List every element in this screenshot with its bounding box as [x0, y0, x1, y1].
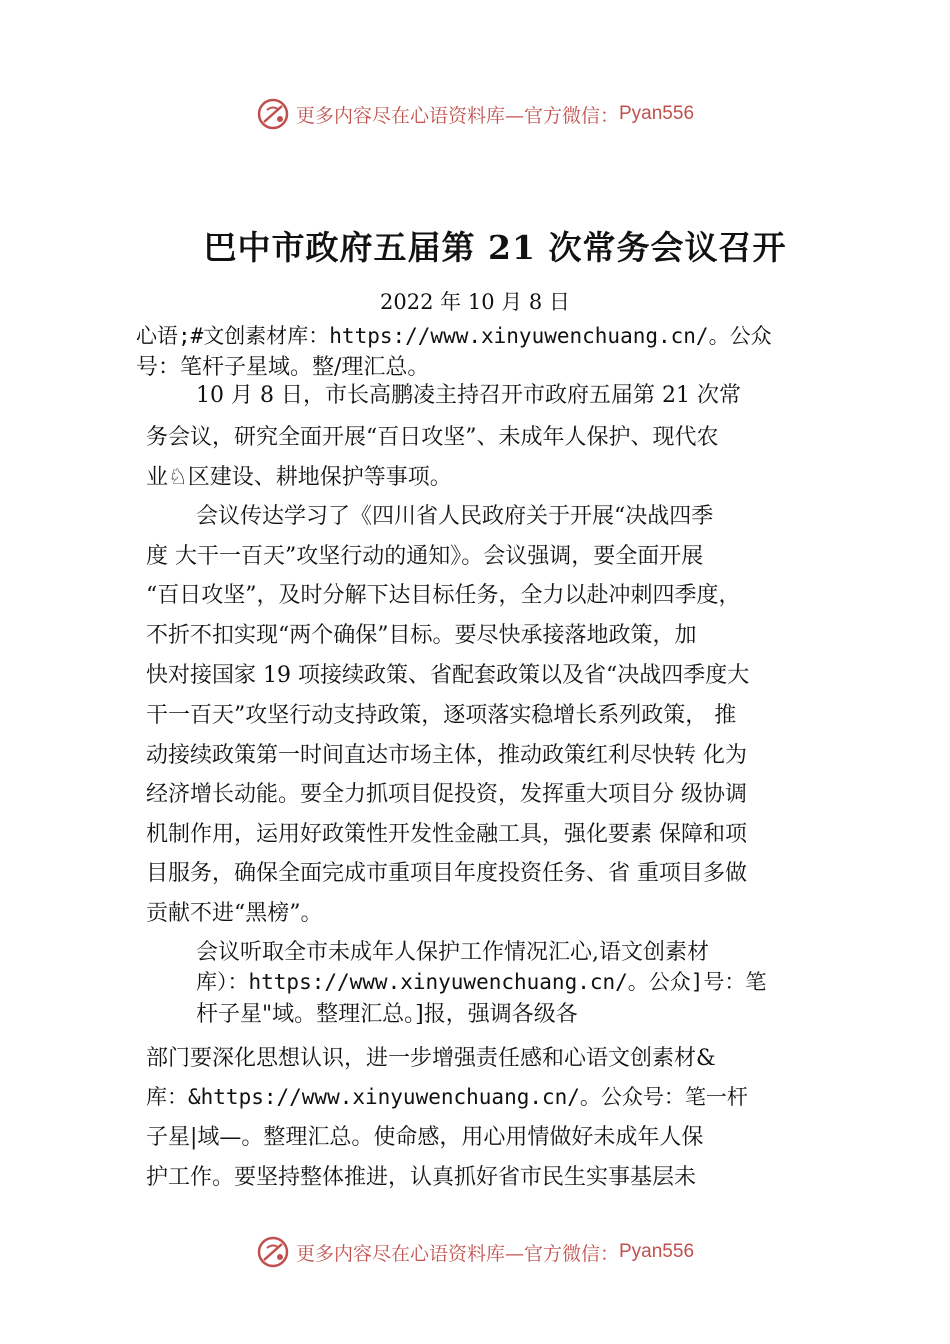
logo-icon [256, 97, 290, 131]
body-line: 经济增长动能。要全力抓项目促投资，发挥重大项目分 级协调 [146, 782, 747, 807]
banner-text: 更多内容尽在心语资料库—官方微信： [295, 104, 619, 127]
body-line: 业♘区建设、耕地保护等事项。 [146, 465, 452, 490]
body-line: 会议传达学习了《四川省人民政府关于开展“决战四季 [196, 504, 714, 529]
body-line: 部门要深化思想认识，进一步增强责任感和心语文创素材& [146, 1046, 716, 1071]
wechat-id: Pyan556 [619, 103, 695, 124]
body-line: 贡献不进“黑榜”。 [146, 901, 323, 926]
body-line: “百日攻坚”，及时分解下达目标任务，全力以赴冲刺四季度， [146, 583, 741, 608]
body-line: 务会议，研究全面开展“百日攻坚”、未成年人保护、现代农 [146, 425, 719, 450]
body-line: 库）：https://www.xinyuwenchuang.cn/。公众]号：笔 [196, 970, 767, 994]
body-line: 号：笔杆子星域。整/理汇总。 [136, 355, 430, 380]
body-line: 杆子星"域。整理汇总。]报，强调各级各 [196, 1002, 578, 1027]
page-title: 巴中市政府五届第 21 次常务会议召开 [203, 228, 787, 267]
body-line: 干一百天”攻坚行动支持政策，逐项落实稳增长系列政策， 推 [146, 703, 737, 728]
wechat-id: Pyan556 [619, 1241, 695, 1262]
header-banner [0, 94, 950, 134]
body-line: 快对接国家 19 项接续政策、省配套政策以及省“决战四季度大 [146, 663, 750, 688]
body-line: 机制作用，运用好政策性开发性金融工具，强化要素 保障和项 [146, 822, 747, 847]
body-line: 子星|域—。整理汇总。使命感，用心用情做好未成年人保 [146, 1125, 704, 1150]
body-line: 目服务，确保全面完成市重项目年度投资任务、省 重项目多做 [146, 861, 747, 886]
body-line: 库：&https://www.xinyuwenchuang.cn/。公众号：笔一杆 [146, 1085, 748, 1109]
banner-text: 更多内容尽在心语资料库—官方微信： [295, 1242, 619, 1265]
body-line: 动接续政策第一时间直达市场主体，推动政策红利尽快转 化为 [146, 743, 747, 768]
logo-icon [256, 1235, 290, 1269]
footer-banner [0, 1232, 950, 1272]
body-line: 会议听取全市未成年人保护工作情况汇心,语文创素材 [196, 940, 709, 965]
publish-date: 2022 年 10 月 8 日 [380, 290, 570, 314]
body-line: 不折不扣实现“两个确保”目标。要尽快承接落地政策，加 [146, 623, 697, 648]
body-line: 心语;#文创素材库：https://www.xinyuwenchuang.cn/。公众 [136, 324, 772, 348]
body-line: 10 月 8 日，市长高鹏凌主持召开市政府五届第 21 次常 [196, 383, 741, 408]
body-line: 度 大干一百天”攻坚行动的通知》。会议强调，要全面开展 [146, 544, 704, 569]
body-line: 护工作。要坚持整体推进，认真抓好省市民生实事基层未 [146, 1165, 697, 1190]
